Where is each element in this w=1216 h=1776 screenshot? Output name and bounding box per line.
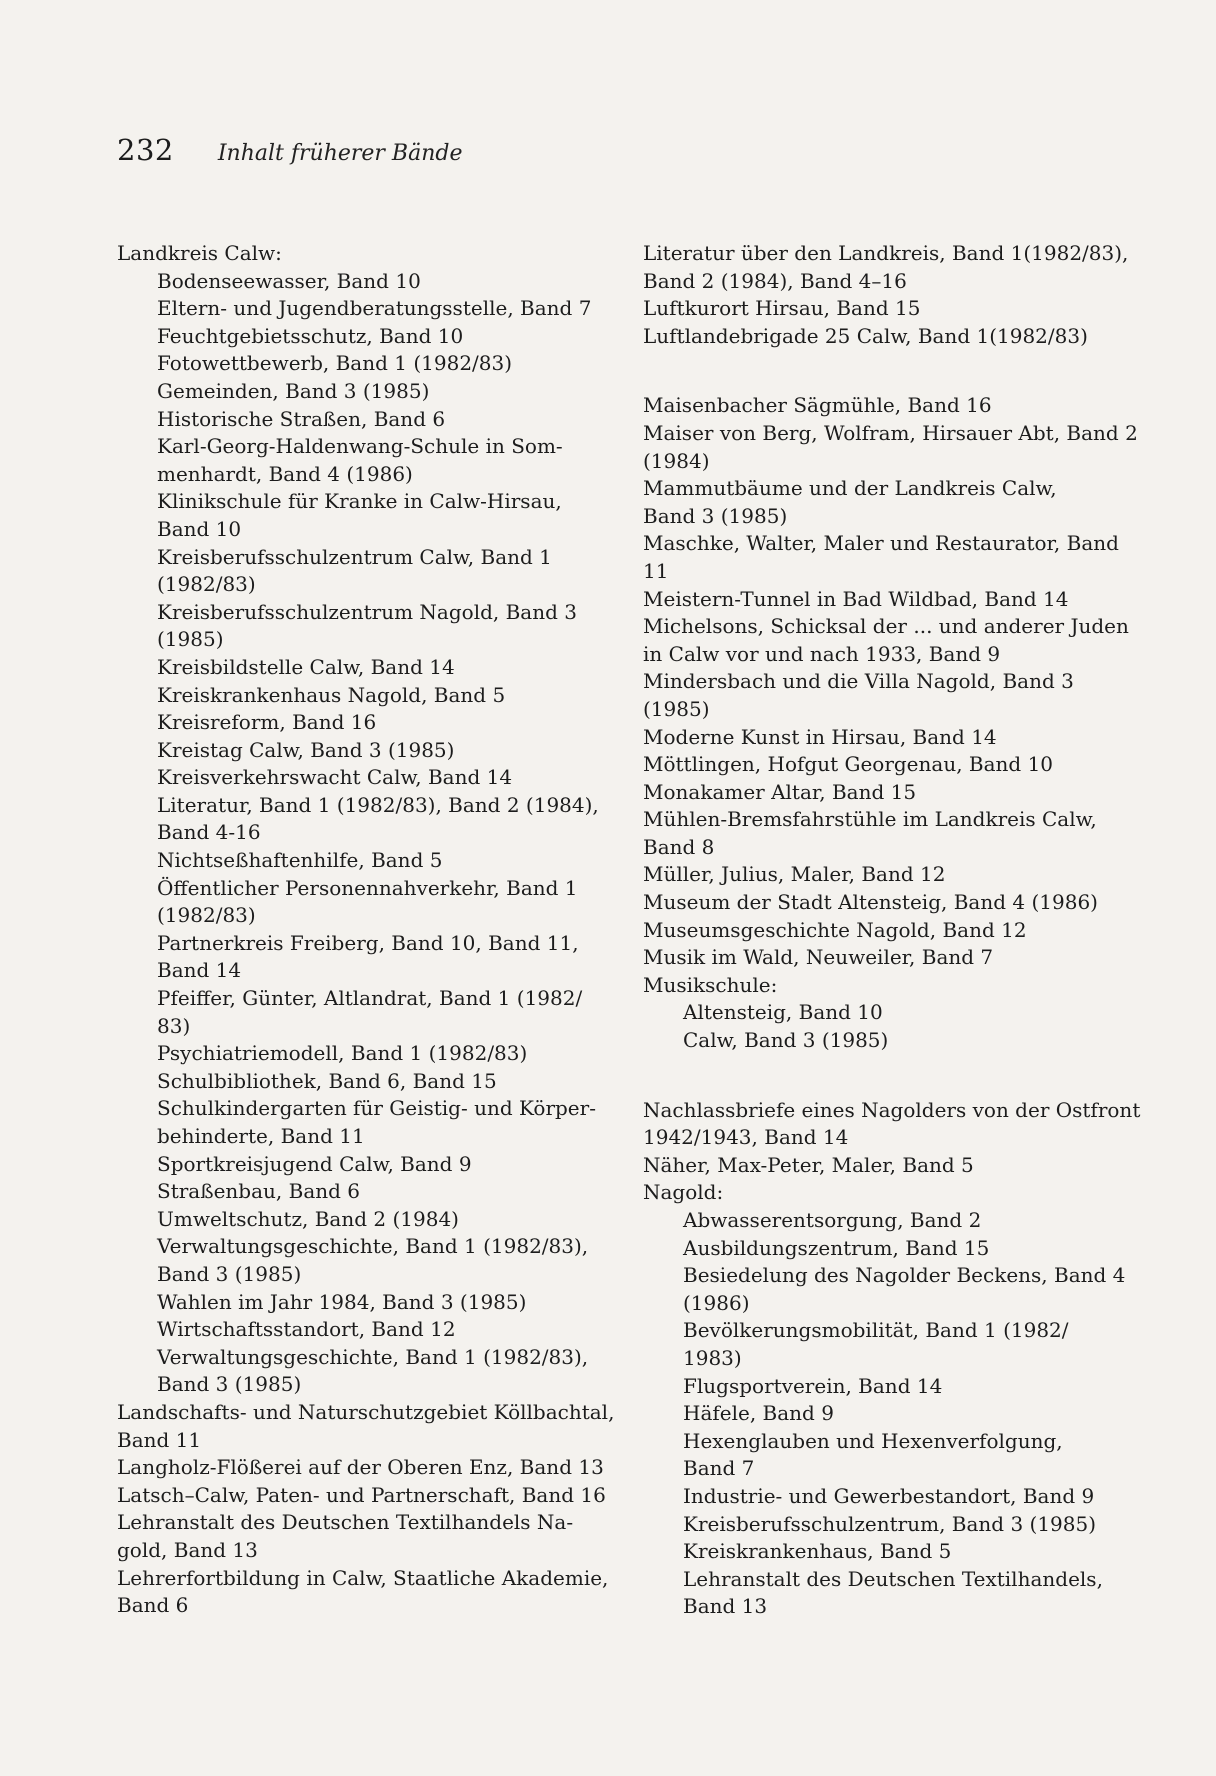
index-entry: 11 [643, 558, 669, 583]
index-entry: Bevölkerungsmobilität, Band 1 (1982/ [683, 1318, 1069, 1343]
running-title: Inhalt früherer Bände [217, 141, 463, 166]
index-entry: Landschafts- und Naturschutzgebiet Köllbachtal, [117, 1399, 615, 1424]
index-entry: Maisenbacher Sägmühle, Band 16 [643, 393, 992, 418]
right-column [643, 240, 1153, 1621]
index-entry: Pfeiffer, Günter, Altlandrat, Band 1 (1982/ [157, 986, 583, 1011]
index-entry: Abwasserentsorgung, Band 2 [683, 1208, 982, 1232]
index-entry: (1984) [643, 448, 710, 473]
index-entry: Kreisberufsschulzentrum Nagold, Band 3 [157, 599, 577, 624]
index-entry: Luftkurort Hirsau, Band 15 [643, 296, 921, 321]
index-entry: Band 14 [157, 958, 242, 983]
index-entry: Lehranstalt des Deutschen Textilhandels, [683, 1566, 1103, 1591]
index-entry: Maiser von Berg, Wolfram, Hirsauer Abt, Band 2 [643, 420, 1138, 445]
index-entry: Latsch–Calw, Paten- und Partnerschaft, Band 16 [117, 1482, 606, 1507]
index-entry: Wirtschaftsstandort, Band 12 [157, 1317, 456, 1342]
index-entry: (1986) [683, 1290, 750, 1315]
index-entry: Kreisreform, Band 16 [157, 710, 377, 735]
index-entry: Mühlen-Bremsfahrstühle im Landkreis Calw, [643, 807, 1097, 832]
index-entry: menhardt, Band 4 (1986) [157, 461, 413, 486]
index-entry: Kreisberufsschulzentrum Calw, Band 1 [157, 544, 552, 569]
index-entry: Eltern- und Jugendberatungsstelle, Band 7 [157, 296, 592, 321]
index-entry: Band 6 [117, 1593, 189, 1618]
index-entry: Band 4-16 [157, 820, 261, 845]
index-entry: Band 10 [157, 516, 242, 541]
index-entry: Feuchtgebietsschutz, Band 10 [157, 323, 464, 348]
index-entry: Partnerkreis Freiberg, Band 10, Band 11, [157, 930, 579, 955]
index-entry: Kreisberufsschulzentrum, Band 3 (1985) [683, 1511, 1097, 1536]
index-entry: Meistern-Tunnel in Bad Wildbad, Band 14 [643, 586, 1069, 611]
index-entry: Nagold: [643, 1180, 724, 1205]
index-entry: Kreisverkehrswacht Calw, Band 14 [157, 765, 513, 790]
index-entry: Besiedelung des Nagolder Beckens, Band 4 [683, 1263, 1126, 1288]
index-entry: 1942/1943, Band 14 [643, 1125, 849, 1150]
index-entry: Bodenseewasser, Band 10 [157, 268, 421, 293]
index-entry: Gemeinden, Band 3 (1985) [157, 378, 430, 403]
index-entry: Museumsgeschichte Nagold, Band 12 [643, 917, 1027, 942]
index-entry: Lehranstalt des Deutschen Textilhandels Na- [117, 1510, 574, 1535]
index-entry: Klinikschule für Kranke in Calw-Hirsau, [157, 489, 562, 514]
index-entry: Öffentlicher Personennahverkehr, Band 1 [157, 875, 578, 900]
index-entry: gold, Band 13 [117, 1537, 258, 1562]
index-entry: Band 3 (1985) [157, 1372, 302, 1397]
index-entry: Luftlandebrigade 25 Calw, Band 1(1982/83) [643, 323, 1088, 348]
index-entry: Band 3 (1985) [157, 1261, 302, 1286]
index-entry: Monakamer Altar, Band 15 [643, 779, 917, 804]
index-entry: Flugsportverein, Band 14 [683, 1373, 943, 1398]
index-entry: Müller, Julius, Maler, Band 12 [643, 862, 946, 887]
index-entry: Kreisbildstelle Calw, Band 14 [157, 654, 455, 679]
page-number: 232 [117, 133, 174, 167]
index-entry: Schulbibliothek, Band 6, Band 15 [157, 1068, 497, 1093]
index-entry: Landkreis Calw: [117, 241, 282, 265]
section-gap [643, 1055, 1153, 1097]
index-entry: (1985) [643, 696, 710, 721]
index-entry: Verwaltungsgeschichte, Band 1 (1982/83), [157, 1234, 589, 1259]
index-entry: Straßenbau, Band 6 [157, 1179, 361, 1204]
index-entry: Michelsons, Schicksal der ... und anderer Juden [643, 614, 1129, 639]
index-entry: Näher, Max-Peter, Maler, Band 5 [643, 1152, 974, 1177]
index-entry: Wahlen im Jahr 1984, Band 3 (1985) [157, 1289, 527, 1314]
index-entry: Langholz-Flößerei auf der Oberen Enz, Band 13 [117, 1455, 604, 1480]
page-header [117, 133, 463, 167]
index-entry: Schulkindergarten für Geistig- und Körper- [157, 1096, 596, 1121]
index-entry: Psychiatriemodell, Band 1 (1982/83) [157, 1041, 528, 1066]
left-column [117, 240, 637, 1620]
index-entry: Literatur über den Landkreis, Band 1(1982/83), [643, 241, 1129, 265]
index-entry: Nichtseßhaftenhilfe, Band 5 [157, 848, 443, 873]
index-entry: Mammutbäume und der Landkreis Calw, [643, 476, 1057, 501]
index-entry: Hexenglauben und Hexenverfolgung, [683, 1428, 1063, 1453]
index-entry: Kreistag Calw, Band 3 (1985) [157, 737, 455, 762]
index-entry: Nachlassbriefe eines Nagolders von der Ostfront [643, 1097, 1141, 1122]
index-entry: Band 8 [643, 834, 715, 859]
index-entry: Band 11 [117, 1427, 202, 1452]
index-entry: Moderne Kunst in Hirsau, Band 14 [643, 724, 997, 749]
index-entry: (1985) [157, 627, 224, 652]
index-entry: Calw, Band 3 (1985) [683, 1028, 889, 1053]
index-entry: Historische Straßen, Band 6 [157, 406, 446, 431]
index-entry: Verwaltungsgeschichte, Band 1 (1982/83), [157, 1344, 589, 1369]
index-entry: behinderte, Band 11 [157, 1124, 365, 1148]
index-entry: Mindersbach und die Villa Nagold, Band 3 [643, 669, 1074, 694]
index-entry: in Calw vor und nach 1933, Band 9 [643, 641, 1001, 666]
index-entry: (1982/83) [157, 903, 256, 928]
index-entry: 1983) [683, 1345, 742, 1370]
index-entry: Möttlingen, Hofgut Georgenau, Band 10 [643, 752, 1054, 777]
index-entry: (1982/83) [157, 572, 256, 597]
index-entry: Maschke, Walter, Maler und Restaurator, Band [643, 531, 1119, 556]
index-entry: Lehrerfortbildung in Calw, Staatliche Akademie, [117, 1565, 609, 1590]
index-entry: 83) [157, 1013, 191, 1038]
index-entry: Kreiskrankenhaus Nagold, Band 5 [157, 682, 506, 707]
index-entry: Literatur, Band 1 (1982/83), Band 2 (1984), [157, 792, 599, 817]
index-entry: Ausbildungszentrum, Band 15 [683, 1235, 990, 1260]
index-entry: Altensteig, Band 10 [683, 1000, 883, 1025]
index-entry: Fotowettbewerb, Band 1 (1982/83) [157, 351, 513, 376]
index-entry: Musik im Wald, Neuweiler, Band 7 [643, 945, 994, 970]
index-entry: Band 7 [683, 1456, 755, 1481]
index-entry: Museum der Stadt Altensteig, Band 4 (1986) [643, 890, 1098, 915]
index-entry: Häfele, Band 9 [683, 1401, 834, 1426]
section-gap [643, 350, 1153, 392]
index-entry: Band 2 (1984), Band 4–16 [643, 268, 907, 293]
index-entry: Kreiskrankenhaus, Band 5 [683, 1539, 952, 1564]
index-entry: Band 3 (1985) [643, 503, 788, 528]
index-entry: Band 13 [683, 1594, 768, 1619]
index-entry: Industrie- und Gewerbestandort, Band 9 [683, 1483, 1095, 1508]
index-entry: Sportkreisjugend Calw, Band 9 [157, 1151, 472, 1176]
index-entry: Karl-Georg-Haldenwang-Schule in Som- [157, 434, 563, 459]
index-entry: Musikschule: [643, 972, 778, 997]
index-entry: Umweltschutz, Band 2 (1984) [157, 1206, 459, 1231]
